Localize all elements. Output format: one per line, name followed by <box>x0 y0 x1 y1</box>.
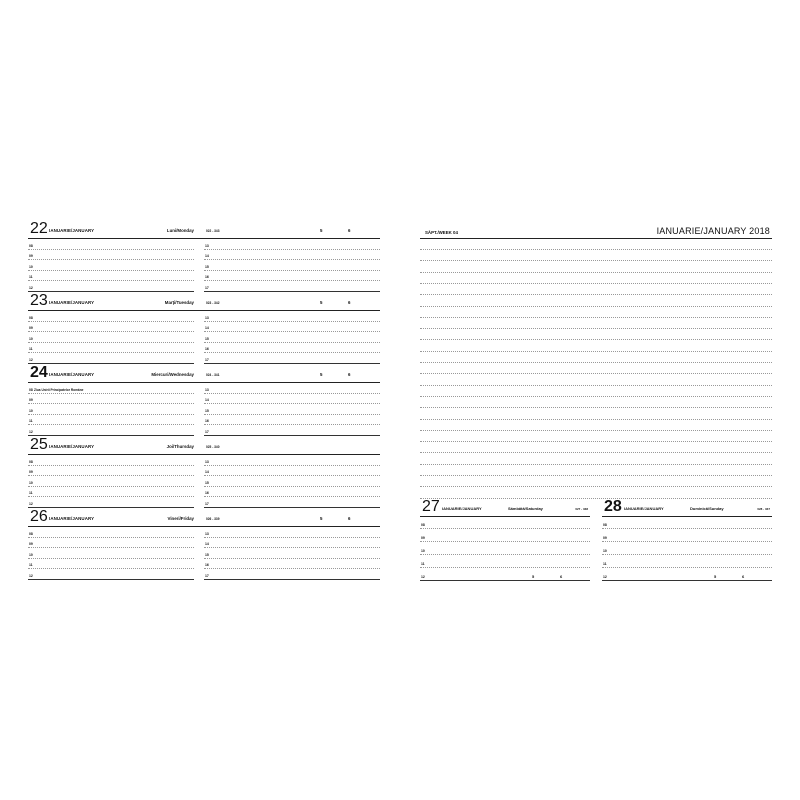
hour-line[interactable] <box>602 569 772 581</box>
hour-label: 11 <box>29 563 33 568</box>
hours-column-left <box>28 455 194 508</box>
hour-line[interactable] <box>28 538 194 549</box>
hour-line[interactable] <box>204 425 380 436</box>
hour-line[interactable] <box>28 322 194 333</box>
note-line <box>420 351 772 352</box>
hour-label: 15 <box>205 336 209 341</box>
moon-phase-icon: 6 <box>560 574 563 579</box>
hour-line[interactable] <box>204 466 380 477</box>
hour-line[interactable] <box>420 569 590 581</box>
hour-line[interactable] <box>28 332 194 343</box>
note-line <box>420 362 772 363</box>
hour-label: 10 <box>421 549 425 553</box>
hour-label: 16 <box>205 347 209 352</box>
month-label: IANUARIE/JANUARY <box>442 506 482 511</box>
hour-line[interactable] <box>204 455 380 466</box>
hour-line[interactable] <box>28 383 194 394</box>
weekday-label: Duminică/Sunday <box>690 506 724 511</box>
hour-label: 08 <box>29 531 33 536</box>
note-line <box>420 452 772 453</box>
hour-line[interactable] <box>28 394 194 405</box>
hour-label: 17 <box>205 285 209 290</box>
hour-line[interactable] <box>28 271 194 282</box>
hour-line[interactable] <box>28 487 194 498</box>
hour-label: 11 <box>421 562 425 566</box>
hour-label: 11 <box>29 347 33 352</box>
hour-line[interactable] <box>28 425 194 436</box>
hour-line[interactable] <box>204 332 380 343</box>
day-header <box>28 366 380 383</box>
hour-line[interactable] <box>204 239 380 250</box>
hour-label: 17 <box>205 501 209 506</box>
day-block <box>28 510 380 580</box>
day-count: 026 - 339 <box>206 517 220 521</box>
hour-line[interactable] <box>28 527 194 538</box>
weekday-label: Vineri/Friday <box>167 516 194 521</box>
hour-label: 15 <box>205 480 209 485</box>
hour-line[interactable] <box>204 487 380 498</box>
hour-line[interactable] <box>28 281 194 292</box>
moon-phase-icon: 5 <box>320 228 323 233</box>
hours-column-left <box>28 383 194 436</box>
hour-label: 16 <box>205 563 209 568</box>
hour-label: 12 <box>29 573 33 578</box>
day-header <box>28 222 380 239</box>
weekend-day-block <box>420 498 590 584</box>
moon-phase-icon: 6 <box>348 516 351 521</box>
note-line <box>420 396 772 397</box>
hour-label: 11 <box>603 562 607 566</box>
hour-line[interactable] <box>28 415 194 426</box>
note-line <box>420 385 772 386</box>
hour-line[interactable] <box>28 466 194 477</box>
day-number: 23 <box>30 292 48 309</box>
day-count: 025 - 340 <box>206 445 220 449</box>
day-header <box>602 498 772 517</box>
hour-line[interactable] <box>204 394 380 405</box>
note-line <box>420 272 772 273</box>
hour-label: 17 <box>205 357 209 362</box>
hour-label: 11 <box>29 491 33 496</box>
hour-line[interactable] <box>602 556 772 568</box>
hour-label: 10 <box>29 408 33 413</box>
hour-line[interactable] <box>420 517 590 529</box>
moon-phase-icon: 5 <box>320 516 323 521</box>
hours-column-right <box>204 311 380 364</box>
hour-line[interactable] <box>204 353 380 364</box>
hour-line[interactable] <box>602 530 772 542</box>
weekday-label: Joi/Thursday <box>166 444 194 449</box>
month-label: IANUARIE/JANUARY <box>624 506 664 511</box>
month-label: IANUARIE/JANUARY <box>49 516 95 521</box>
hour-label: 16 <box>205 419 209 424</box>
day-number: 24 <box>30 364 48 381</box>
hour-label: 10 <box>29 336 33 341</box>
hour-label: 13 <box>205 243 209 248</box>
hour-label: 09 <box>29 254 33 259</box>
hour-line[interactable] <box>204 476 380 487</box>
hour-line[interactable] <box>28 250 194 261</box>
note-line <box>420 407 772 408</box>
day-header <box>420 498 590 517</box>
month-label: IANUARIE/JANUARY <box>49 300 95 305</box>
hour-label: 09 <box>29 398 33 403</box>
hour-label: 17 <box>205 429 209 434</box>
hour-line[interactable] <box>420 543 590 555</box>
hour-label: 10 <box>603 549 607 553</box>
hour-line[interactable] <box>204 260 380 271</box>
hour-label: 15 <box>205 264 209 269</box>
hour-label: 10 <box>29 264 33 269</box>
week-label: SĂPT./WEEK 04 <box>425 230 458 235</box>
hour-label: 12 <box>29 501 33 506</box>
hour-label: 14 <box>205 470 209 475</box>
hour-label: 16 <box>205 275 209 280</box>
hours-column-right <box>204 239 380 292</box>
hour-line[interactable] <box>204 383 380 394</box>
day-block <box>28 438 380 508</box>
note-line <box>420 486 772 487</box>
hour-line[interactable] <box>28 343 194 354</box>
hour-label: 15 <box>205 408 209 413</box>
hour-label: 09 <box>29 542 33 547</box>
note-line <box>420 306 772 307</box>
note-line <box>420 260 772 261</box>
hours-column-left <box>28 239 194 292</box>
hour-label: 11 <box>29 419 33 424</box>
hours-column-right <box>204 383 380 436</box>
hour-line[interactable] <box>204 527 380 538</box>
day-count: 023 - 342 <box>206 301 220 305</box>
hour-line[interactable] <box>28 353 194 364</box>
hour-label: 13 <box>205 387 209 392</box>
hour-label: 13 <box>205 315 209 320</box>
hour-label: 09 <box>603 536 607 540</box>
note-line <box>420 283 772 284</box>
note-line <box>420 249 772 250</box>
hour-line[interactable] <box>28 476 194 487</box>
hour-label: 14 <box>205 254 209 259</box>
hour-label: 08 <box>421 523 425 527</box>
hour-label: 12 <box>29 285 33 290</box>
day-block <box>28 294 380 364</box>
hour-line[interactable] <box>204 250 380 261</box>
hour-line[interactable] <box>28 311 194 322</box>
moon-phase-icon: 5 <box>320 300 323 305</box>
hour-label: 09 <box>421 536 425 540</box>
left-page <box>28 222 380 584</box>
hour-label: 08 <box>29 315 33 320</box>
hour-label: 12 <box>29 357 33 362</box>
hour-label: 12 <box>29 429 33 434</box>
month-title: IANUARIE/JANUARY 2018 <box>656 226 770 236</box>
day-count: 024 - 341 <box>206 373 220 377</box>
day-count: 027 - 338 <box>575 507 588 511</box>
weekday-label: Miercuri/Wednesday <box>151 372 194 377</box>
hour-label: 10 <box>29 552 33 557</box>
hour-line[interactable] <box>204 404 380 415</box>
day-number: 27 <box>422 498 440 515</box>
weekday-label: Marţi/Tuesday <box>164 300 194 305</box>
hour-label: 14 <box>205 542 209 547</box>
month-label: IANUARIE/JANUARY <box>49 228 95 233</box>
hour-label: 09 <box>29 470 33 475</box>
note-line <box>420 373 772 374</box>
day-count: 022 - 343 <box>206 229 220 233</box>
notes-area[interactable] <box>420 239 772 497</box>
hour-label: 10 <box>29 480 33 485</box>
hour-line[interactable] <box>28 569 194 580</box>
note-line <box>420 441 772 442</box>
hour-label: 13 <box>205 531 209 536</box>
hour-line[interactable] <box>28 260 194 271</box>
hour-line[interactable] <box>28 404 194 415</box>
hour-label: 08 <box>29 387 33 392</box>
hour-label: 14 <box>205 326 209 331</box>
moon-phase-icon: 5 <box>532 574 535 579</box>
day-header <box>28 438 380 455</box>
hour-line[interactable] <box>28 559 194 570</box>
note-line <box>420 317 772 318</box>
hours-column-right <box>204 527 380 580</box>
hour-line[interactable] <box>204 538 380 549</box>
hour-label: 15 <box>205 552 209 557</box>
hour-line[interactable] <box>204 548 380 559</box>
hour-line[interactable] <box>204 569 380 580</box>
day-header <box>28 510 380 527</box>
hour-line[interactable] <box>204 322 380 333</box>
day-count: 028 - 337 <box>757 507 770 511</box>
weekday-label: Luni/Monday <box>166 228 194 233</box>
hour-line[interactable] <box>420 556 590 568</box>
day-header <box>28 294 380 311</box>
hour-label: 08 <box>603 523 607 527</box>
hour-line[interactable] <box>28 455 194 466</box>
hour-line[interactable] <box>28 548 194 559</box>
day-number: 28 <box>604 498 622 515</box>
hour-line[interactable] <box>602 543 772 555</box>
hour-line[interactable] <box>204 559 380 570</box>
moon-phase-icon: 6 <box>348 300 351 305</box>
day-number: 26 <box>30 508 48 525</box>
hour-line[interactable] <box>28 497 194 508</box>
hour-line[interactable] <box>204 311 380 322</box>
hour-line[interactable] <box>204 343 380 354</box>
hour-line[interactable] <box>204 271 380 282</box>
hour-line[interactable] <box>602 517 772 529</box>
note-line <box>420 339 772 340</box>
hour-label: 12 <box>603 575 607 579</box>
hour-line[interactable] <box>204 415 380 426</box>
hour-label: 11 <box>29 275 33 280</box>
hour-label: 09 <box>29 326 33 331</box>
hour-label: 13 <box>205 459 209 464</box>
note-line <box>420 328 772 329</box>
moon-phase-icon: 6 <box>742 574 745 579</box>
hour-line[interactable] <box>204 281 380 292</box>
day-number: 25 <box>30 436 48 453</box>
holiday-note: Ziua Unirii Principatelor Române <box>34 387 84 392</box>
hour-line[interactable] <box>28 239 194 250</box>
hour-line[interactable] <box>204 497 380 508</box>
note-line <box>420 430 772 431</box>
note-line <box>420 419 772 420</box>
moon-phase-icon: 6 <box>348 372 351 377</box>
hours-column <box>420 517 590 584</box>
moon-phase-icon: 6 <box>348 228 351 233</box>
month-label: IANUARIE/JANUARY <box>49 444 95 449</box>
note-line <box>420 475 772 476</box>
hour-label: 08 <box>29 459 33 464</box>
day-block <box>28 366 380 436</box>
hour-label: 08 <box>29 243 33 248</box>
day-number: 22 <box>30 220 48 237</box>
hour-label: 16 <box>205 491 209 496</box>
hours-column-left <box>28 311 194 364</box>
moon-phase-icon: 5 <box>320 372 323 377</box>
hour-line[interactable] <box>420 530 590 542</box>
right-page <box>420 222 772 584</box>
hours-column-left <box>28 527 194 580</box>
moon-phase-icon: 5 <box>714 574 717 579</box>
hour-label: 14 <box>205 398 209 403</box>
note-line <box>420 464 772 465</box>
hours-column-right <box>204 455 380 508</box>
hours-column <box>602 517 772 584</box>
week-header <box>420 222 772 239</box>
hour-label: 12 <box>421 575 425 579</box>
day-block <box>28 222 380 292</box>
weekend-day-block <box>602 498 772 584</box>
month-label: IANUARIE/JANUARY <box>49 372 95 377</box>
hour-label: 17 <box>205 573 209 578</box>
note-line <box>420 294 772 295</box>
weekday-label: Sâmbătă/Saturday <box>508 506 543 511</box>
